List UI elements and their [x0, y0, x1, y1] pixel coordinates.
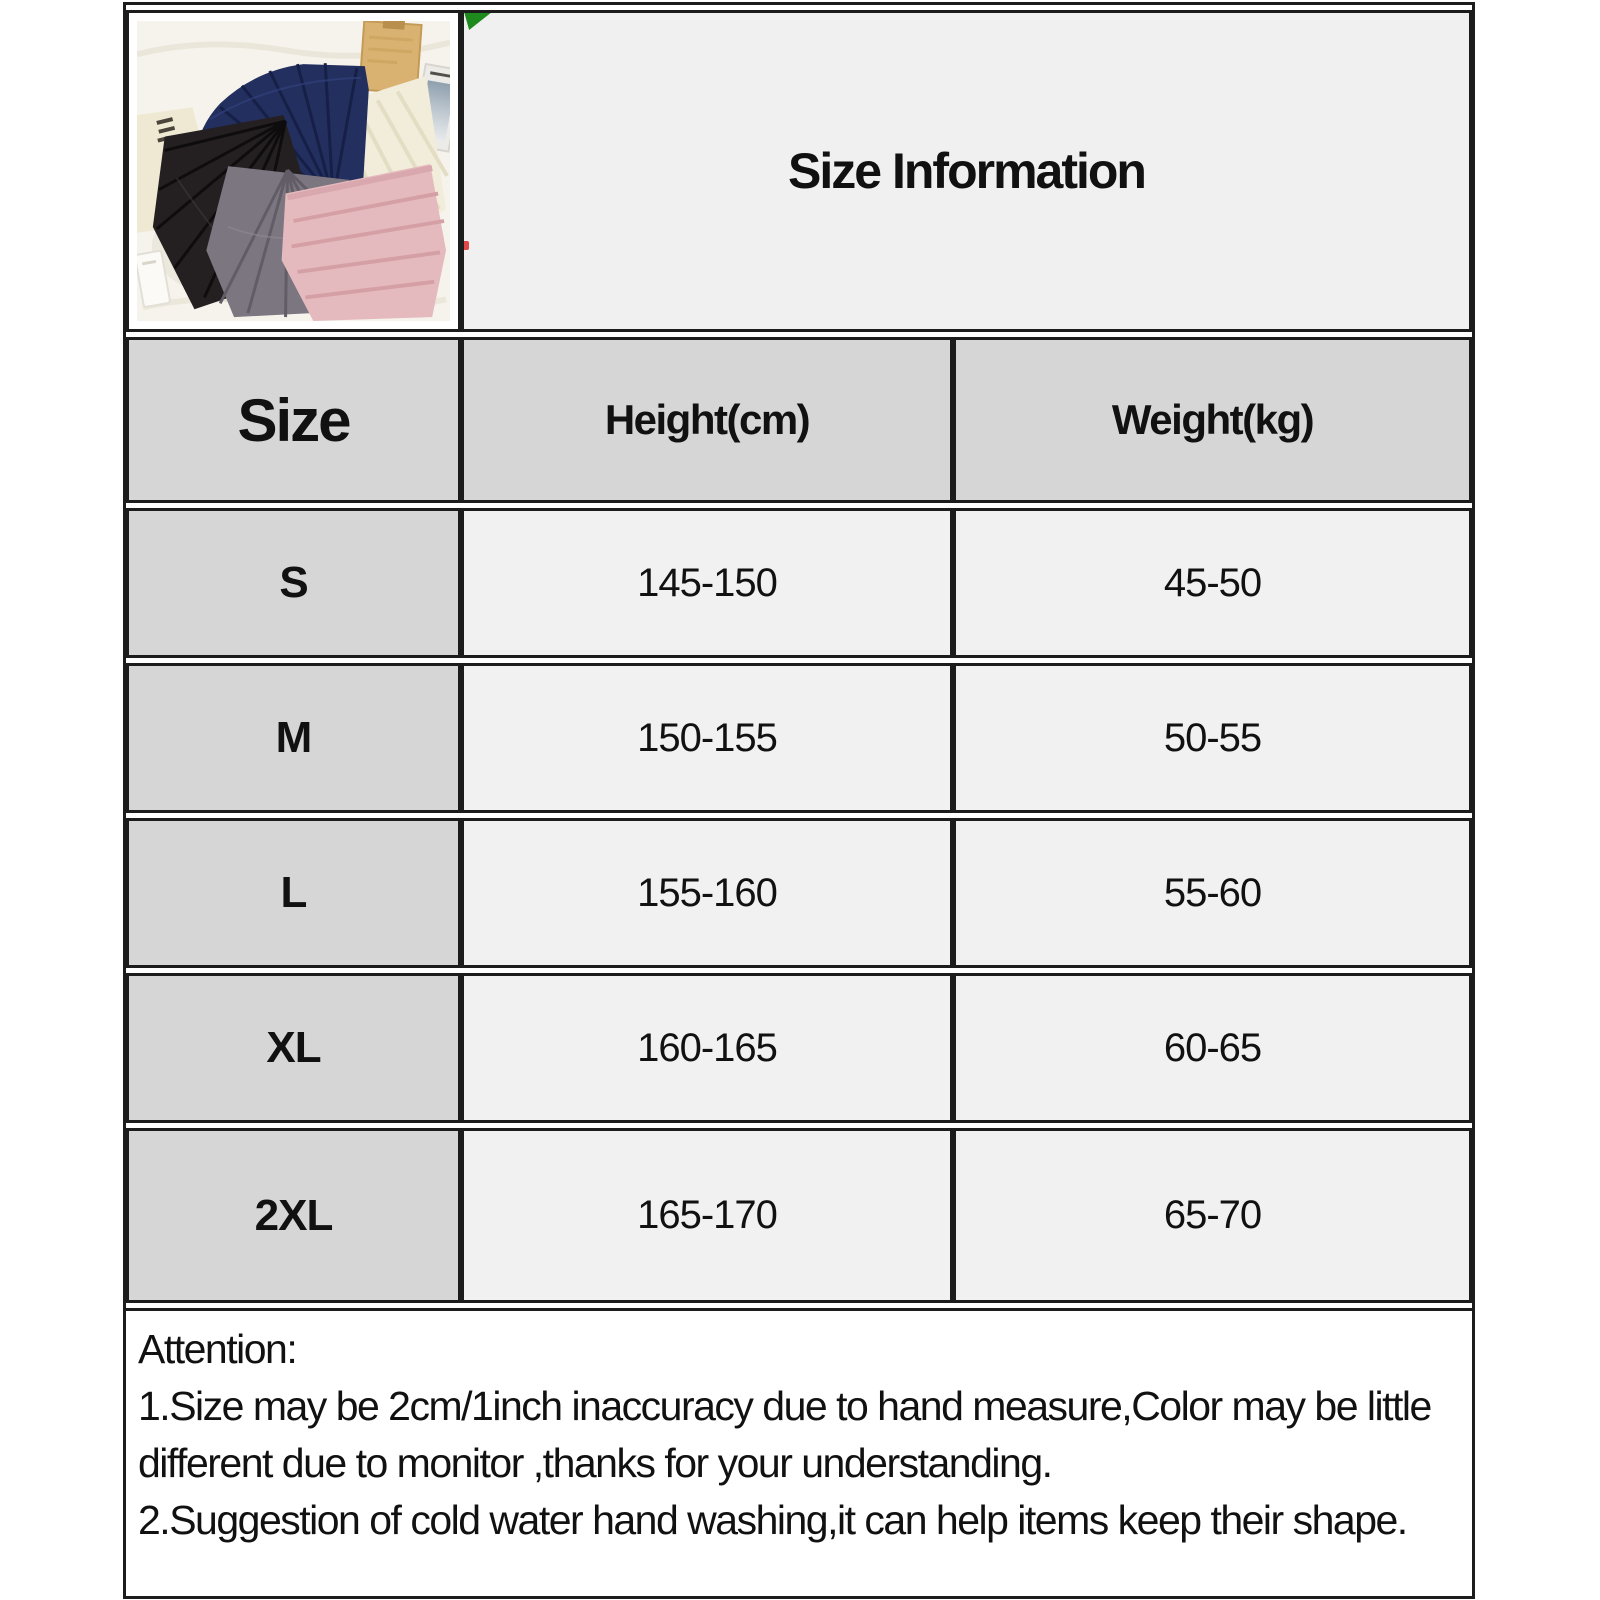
- table-row-l: [126, 818, 1472, 968]
- table-row-m: [126, 663, 1472, 813]
- weight-value: 45-50: [953, 508, 1472, 658]
- page-title: Size Information: [788, 143, 1145, 199]
- height-value: 160-165: [461, 973, 953, 1123]
- attention-line-2: different due to monitor ,thanks for your understanding.: [138, 1440, 1052, 1486]
- size-label: 2XL: [126, 1128, 461, 1303]
- size-label: M: [126, 663, 461, 813]
- title-cell: [461, 10, 1472, 332]
- attention-line-3: 2.Suggestion of cold water hand washing,it can help items keep their shape.: [138, 1497, 1407, 1543]
- weight-value: 55-60: [953, 818, 1472, 968]
- height-value: 150-155: [461, 663, 953, 813]
- table-row-2xl: [126, 1128, 1472, 1303]
- product-image-cell: [126, 10, 461, 332]
- attention-heading: Attention:: [138, 1326, 297, 1372]
- table-row-xl: [126, 973, 1472, 1123]
- attention-box: [126, 1308, 1472, 1596]
- comment-marker-red-icon: [462, 241, 469, 250]
- table-row-s: [126, 508, 1472, 658]
- column-header-size: Size: [126, 337, 461, 503]
- weight-value: 60-65: [953, 973, 1472, 1123]
- column-header-height: Height(cm): [461, 337, 953, 503]
- product-photo-skirts: [137, 21, 450, 321]
- height-value: 165-170: [461, 1128, 953, 1303]
- comment-marker-green-icon: [463, 10, 497, 30]
- size-table: [126, 5, 1472, 1308]
- attention-line-1: 1.Size may be 2cm/1inch inaccuracy due to hand measure,Color may be little: [138, 1383, 1431, 1429]
- size-label: L: [126, 818, 461, 968]
- height-value: 145-150: [461, 508, 953, 658]
- size-chart-sheet: [123, 2, 1475, 1599]
- weight-value: 65-70: [953, 1128, 1472, 1303]
- height-value: 155-160: [461, 818, 953, 968]
- size-label: XL: [126, 973, 461, 1123]
- column-header-weight: Weight(kg): [953, 337, 1472, 503]
- size-label: S: [126, 508, 461, 658]
- weight-value: 50-55: [953, 663, 1472, 813]
